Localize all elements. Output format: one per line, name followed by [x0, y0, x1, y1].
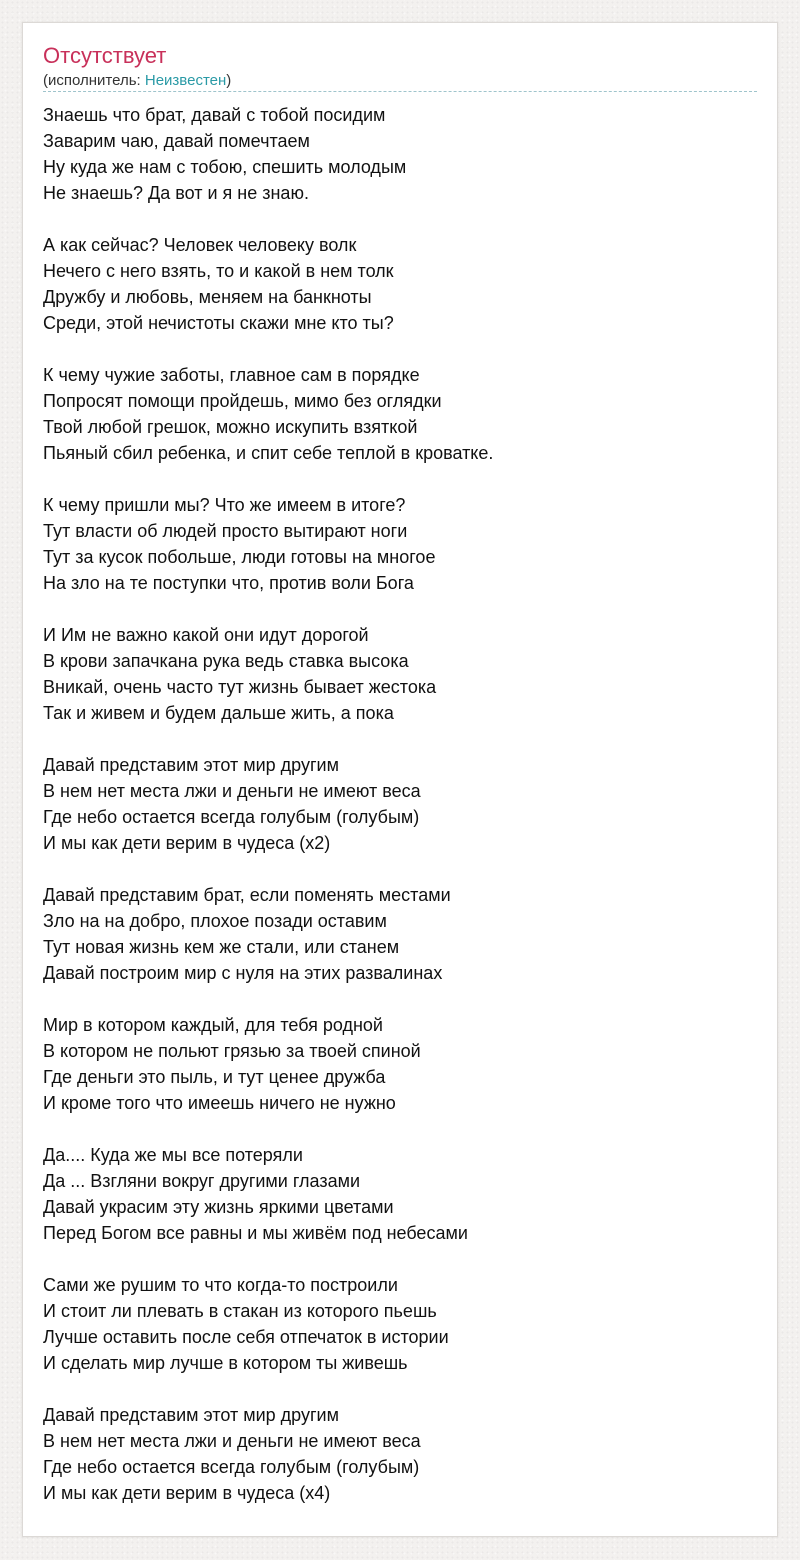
lyrics-line: И мы как дети верим в чудеса (x4): [43, 1483, 331, 1503]
lyrics-line: Пьяный сбил ребенка, и спит себе теплой в кроватке.: [43, 443, 494, 463]
lyrics-line: Заварим чаю, давай помечтаем: [43, 131, 310, 151]
lyrics-stanza: [43, 1142, 757, 1246]
lyrics-line: Нечего с него взять, то и какой в нем толк: [43, 261, 394, 281]
lyrics-line: В крови запачкана рука ведь ставка высока: [43, 651, 409, 671]
lyrics-line: Перед Богом все равны и мы живём под небесами: [43, 1223, 468, 1243]
lyrics-line: К чему пришли мы? Что же имеем в итоге?: [43, 495, 406, 515]
lyrics-stanza: [43, 362, 757, 466]
artist-name-link[interactable]: Неизвестен: [144, 72, 227, 89]
lyrics-line: Давай представим этот мир другим: [43, 1405, 339, 1425]
lyrics-line: На зло на те поступки что, против воли Бога: [43, 573, 414, 593]
lyrics-line: Давай построим мир с нуля на этих развалинах: [43, 963, 443, 983]
lyrics-line: Да.... Куда же мы все потеряли: [43, 1145, 303, 1165]
lyrics-line: И кроме того что имеешь ничего не нужно: [43, 1093, 396, 1113]
lyrics-line: Давай представим брат, если поменять местами: [43, 885, 451, 905]
lyrics-line: Твой любой грешок, можно искупить взяткой: [43, 417, 418, 437]
lyrics-line: Давай представим этот мир другим: [43, 755, 339, 775]
lyrics-line: Мир в котором каждый, для тебя родной: [43, 1015, 383, 1035]
lyrics-stanza: [43, 622, 757, 726]
lyrics-line: Так и живем и будем дальше жить, а пока: [43, 703, 394, 723]
lyrics-line: К чему чужие заботы, главное сам в порядке: [43, 365, 420, 385]
lyrics-stanza: [43, 752, 757, 856]
lyrics-line: Где небо остается всегда голубым (голубым): [43, 807, 420, 827]
lyrics-line: И стоит ли плевать в стакан из которого пьешь: [43, 1301, 437, 1321]
lyrics-line: Где деньги это пыль, и тут ценее дружба: [43, 1067, 386, 1087]
lyrics-stanza: [43, 232, 757, 336]
lyrics-line: Тут власти об людей просто вытирают ноги: [43, 521, 408, 541]
lyrics-line: Сами же рушим то что когда-то построили: [43, 1275, 398, 1295]
lyrics-line: Ну куда же нам с тобою, спешить молодым: [43, 157, 407, 177]
artist-prefix: (исполнитель:: [43, 72, 145, 89]
lyrics-line: Попросят помощи пройдешь, мимо без оглядки: [43, 391, 442, 411]
artist-line: [43, 71, 757, 92]
lyrics-stanza: [43, 1012, 757, 1116]
lyrics-line: Дружбу и любовь, меняем на банкноты: [43, 287, 372, 307]
lyrics-line: А как сейчас? Человек человеку волк: [43, 235, 357, 255]
lyrics-line: И сделать мир лучше в котором ты живешь: [43, 1353, 408, 1373]
lyrics-line: И мы как дети верим в чудеса (x2): [43, 833, 331, 853]
lyrics-stanza: [43, 882, 757, 986]
song-title: Отсутствует: [43, 43, 167, 68]
lyrics-line: В нем нет места лжи и деньги не имеют веса: [43, 1431, 421, 1451]
lyrics-line: Знаешь что брат, давай с тобой посидим: [43, 105, 386, 125]
lyrics-line: И Им не важно какой они идут дорогой: [43, 625, 369, 645]
lyrics-stanza: [43, 102, 757, 206]
lyrics-line: Давай украсим эту жизнь яркими цветами: [43, 1197, 394, 1217]
lyrics-line: Зло на на добро, плохое позади оставим: [43, 911, 387, 931]
artist-suffix: ): [226, 72, 232, 89]
lyrics-card: [22, 22, 778, 1537]
lyrics-line: Да ... Взгляни вокруг другими глазами: [43, 1171, 361, 1191]
lyrics-line: Вникай, очень часто тут жизнь бывает жестока: [43, 677, 437, 697]
lyrics-line: Тут за кусок побольше, люди готовы на многое: [43, 547, 436, 567]
lyrics-stanza: [43, 1272, 757, 1376]
lyrics-stanza: [43, 1402, 757, 1506]
lyrics-line: В нем нет места лжи и деньги не имеют веса: [43, 781, 421, 801]
lyrics-line: Среди, этой нечистоты скажи мне кто ты?: [43, 313, 394, 333]
lyrics-line: Лучше оставить после себя отпечаток в истории: [43, 1327, 449, 1347]
lyrics-line: Тут новая жизнь кем же стали, или станем: [43, 937, 400, 957]
lyrics-line: Не знаешь? Да вот и я не знаю.: [43, 183, 309, 203]
lyrics-line: Где небо остается всегда голубым (голубым): [43, 1457, 420, 1477]
lyrics-line: В котором не польют грязью за твоей спиной: [43, 1041, 421, 1061]
lyrics-body: [43, 102, 757, 1506]
lyrics-stanza: [43, 492, 757, 596]
